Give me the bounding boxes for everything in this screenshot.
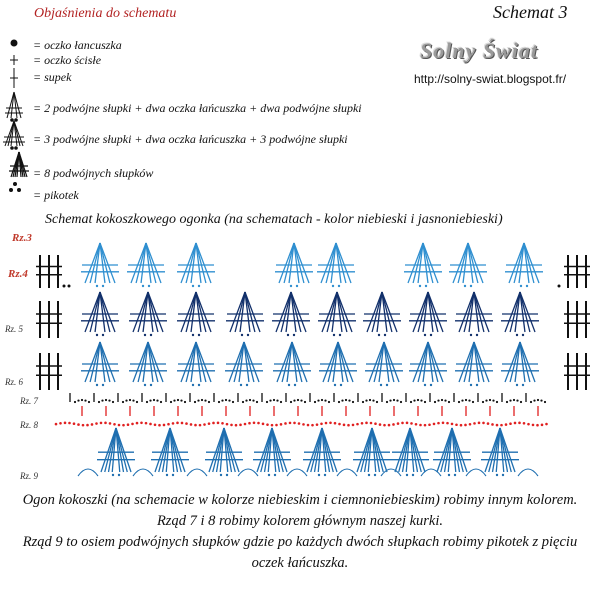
- row-9-picots: [78, 469, 538, 476]
- row-label-3: Rz.3: [12, 232, 32, 244]
- row-4-chain: [68, 285, 71, 288]
- row-5-fan: [455, 292, 493, 336]
- row-5-fan: [81, 292, 119, 336]
- site-logo: Solny Świat: [420, 38, 538, 63]
- schemat-title: Schemat 3: [493, 2, 568, 22]
- row-4-fan: [127, 243, 165, 287]
- row-6-fan: [177, 342, 215, 386]
- chain-stitch-icon: [11, 40, 18, 47]
- row-4-fan: [317, 243, 355, 287]
- row-6-fan: [409, 342, 447, 386]
- row-7-stitches: [70, 393, 546, 403]
- site-url[interactable]: http://solny-swiat.blogspot.fr/: [414, 72, 567, 86]
- row-4-fan: [404, 243, 442, 287]
- row-4-fan: [81, 243, 119, 287]
- fan-8-icon: [9, 152, 29, 177]
- diagram-heading: Schemat kokoszkowego ogonka (na schematach - kolor niebieski i jasnoniebieski): [45, 212, 503, 227]
- footer-text: [20, 490, 580, 574]
- legend-item-double: = supek: [33, 70, 72, 84]
- row-5-fan: [129, 292, 167, 336]
- row-label-8: Rz. 8: [20, 420, 38, 430]
- row-9-fan: [205, 428, 243, 476]
- legend-item-chain: = oczko łancuszka: [33, 38, 122, 52]
- row-label-4: Rz.4: [8, 268, 28, 280]
- row-9-fan: [97, 428, 135, 476]
- row-9-fan: [391, 428, 429, 476]
- legend-title: Objaśnienia do schematu: [34, 6, 177, 21]
- row-6-left-bars: [36, 353, 62, 390]
- row-9-fan: [353, 428, 391, 476]
- row-5-fan: [318, 292, 356, 336]
- legend-item-fan-8: = 8 podwójnych słupków: [33, 166, 154, 180]
- double-crochet-icon: [10, 68, 18, 88]
- row-6-fan: [273, 342, 311, 386]
- row-9-fan: [253, 428, 291, 476]
- row-5-left-bars: [36, 301, 62, 338]
- row-6-fan: [319, 342, 357, 386]
- row-4-chain: [63, 285, 66, 288]
- row-6-fan: [129, 342, 167, 386]
- fan-2-icon: [5, 92, 23, 121]
- legend-item-fan-3: = 3 podwójne słupki + dwa oczka łańcuszka + 3 podwójne słupki: [33, 132, 348, 146]
- row-4-fan: [505, 243, 543, 287]
- row-4-fan: [177, 243, 215, 287]
- fan-3-icon: [3, 121, 25, 149]
- single-crochet-icon: [10, 55, 18, 65]
- row-6-fan: [81, 342, 119, 386]
- row-6-right-bars: [564, 353, 590, 390]
- row-5-fan: [501, 292, 539, 336]
- row-label-6: Rz. 6: [5, 377, 23, 387]
- row-5-right-bars: [564, 301, 590, 338]
- row-label-7: Rz. 7: [20, 396, 38, 406]
- row-4-right-bars: [564, 255, 590, 288]
- row-8-stitches: [55, 406, 548, 426]
- legend-item-single: = oczko ścisłe: [33, 53, 102, 67]
- picot-icon: [9, 182, 21, 192]
- legend-item-picot: = pikotek: [33, 188, 79, 202]
- row-9-fan: [151, 428, 189, 476]
- row-5-fan: [409, 292, 447, 336]
- row-5-fan: [177, 292, 215, 336]
- row-6-fan: [501, 342, 539, 386]
- row-9-fan: [481, 428, 519, 476]
- row-5-fan: [363, 292, 401, 336]
- footer-line-1: Ogon kokoszki (na schemacie w kolorze niebieskim i ciemnoniebieskim) robimy innym kolorem.: [22, 492, 578, 508]
- row-label-9: Rz. 9: [20, 471, 38, 481]
- row-4-left-bars: [36, 255, 62, 288]
- footer-line-3: Rząd 9 to osiem podwójnych słupków gdzie po każdych dwóch słupkach robimy pikotek z pięciu oczek łańcuszka.: [22, 534, 578, 571]
- footer-line-2: Rząd 7 i 8 robimy kolorem głównym naszej kurki.: [156, 513, 444, 529]
- row-6-fan: [365, 342, 403, 386]
- row-6-fan: [225, 342, 263, 386]
- row-label-5: Rz. 5: [5, 324, 23, 334]
- row-4-chain: [558, 285, 561, 288]
- legend-item-fan-2: = 2 podwójne słupki + dwa oczka łańcuszka + dwa podwójne słupki: [33, 101, 362, 115]
- row-9-fan: [433, 428, 471, 476]
- row-5-fan: [226, 292, 264, 336]
- row-9-fan: [303, 428, 341, 476]
- row-4-fan: [275, 243, 313, 287]
- row-5-fan: [272, 292, 310, 336]
- row-4-fan: [449, 243, 487, 287]
- row-6-fan: [455, 342, 493, 386]
